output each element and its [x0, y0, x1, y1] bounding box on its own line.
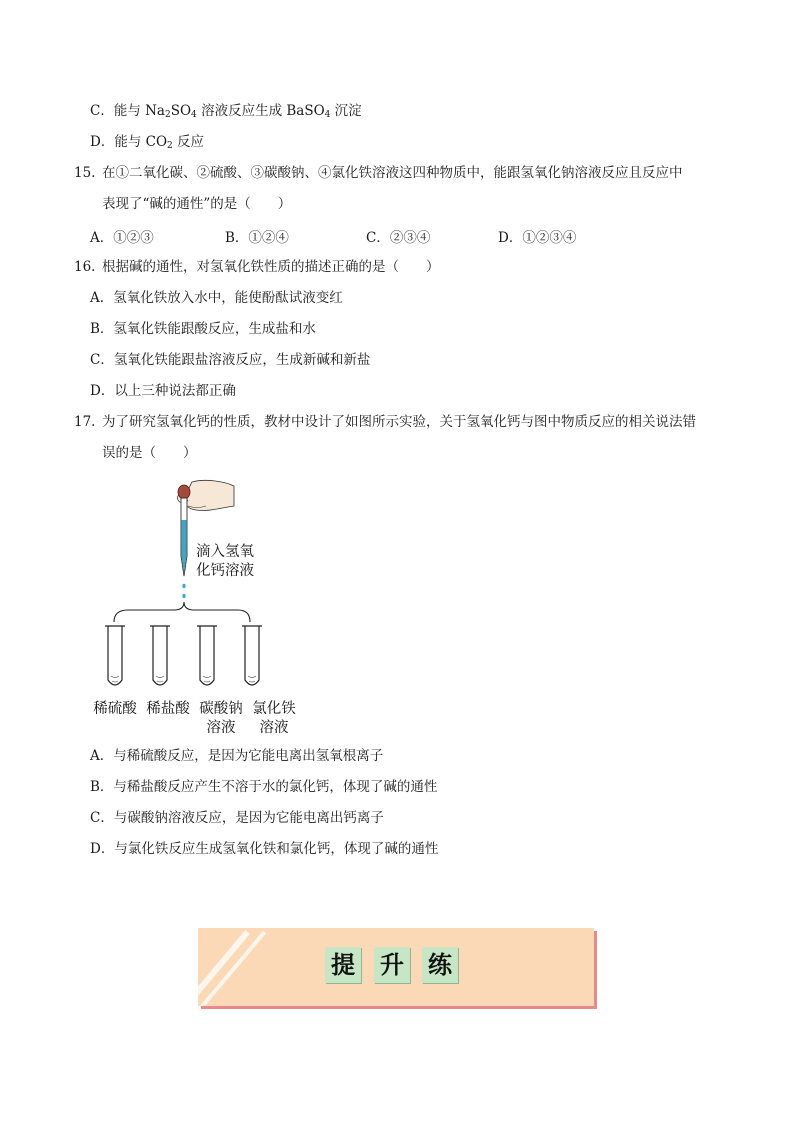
q17-option-c: C．与碳酸钠溶液反应，是因为它能电离出钙离子: [90, 810, 384, 826]
q14-option-c-text-2: SO: [170, 103, 192, 119]
q14-option-c-text-3: 溶液反应生成 BaSO: [196, 103, 325, 119]
tube-1-label: 稀硫酸: [93, 701, 137, 717]
drop: [182, 584, 185, 588]
q15-option-a: A．①②③: [90, 230, 154, 246]
q17-option-a: A．与稀硫酸反应，是因为它能电离出氢氧根离子: [90, 748, 384, 764]
q16-option-c: C．氢氧化铁能跟盐溶液反应，生成新碱和新盐: [90, 352, 371, 368]
q16-option-d: D．以上三种说法都正确: [90, 383, 236, 399]
q14-option-c-text-1: C．能与 Na: [90, 103, 165, 119]
q15-text-line2: 表现了“碱的通性”的是（ ）: [102, 196, 292, 212]
test-tube-1: [105, 626, 125, 685]
q14-option-d-text-1: D．能与 CO: [90, 134, 168, 150]
q15-text-line1: 在①二氧化碳、②硫酸、③碳酸钠、④氯化铁溶液这四种物质中，能跟氢氧化钠溶液反应且反应中: [102, 165, 683, 181]
banner-stripe: [198, 931, 266, 1006]
distribution-brace: [114, 602, 250, 622]
banner-char-3: 练: [422, 947, 458, 983]
q15-option-d: D．①②③④: [498, 230, 577, 246]
q14-option-d-text-2: 反应: [172, 134, 205, 150]
q16-text: 根据碱的通性，对氢氧化铁性质的描述正确的是（ ）: [102, 259, 440, 275]
q14-option-d: [90, 133, 204, 151]
test-tube-3: [197, 626, 217, 685]
q14-option-c-sub-2: 4: [191, 110, 197, 120]
q16-number: 16.: [74, 259, 96, 275]
q17-option-b: B．与稀盐酸反应产生不溶于水的氯化钙，体现了碱的通性: [90, 779, 438, 795]
tube-3-label-line1: 碳酸钠: [199, 701, 243, 717]
test-tube-2: [150, 626, 170, 685]
dropper-label-line1: 滴入氢氧: [196, 544, 254, 560]
q17-text-line1: 为了研究氢氧化钙的性质，教材中设计了如图所示实验，关于氢氧化钙与图中物质反应的相关说法错: [102, 414, 696, 430]
q14-option-c-sub-3: 4: [324, 110, 331, 120]
experiment-figure: [88, 476, 308, 738]
tube-2-label: 稀盐酸: [146, 701, 190, 717]
banner-char-1: 提: [325, 947, 361, 983]
q14-option-c-sub-1: 2: [164, 110, 171, 120]
q14-option-d-sub-1: 2: [167, 141, 173, 151]
dropper-label-line2: 化钙溶液: [196, 563, 254, 579]
q17-text-line2: 误的是（ ）: [102, 445, 197, 461]
q16-option-b: B．氢氧化铁能跟酸反应，生成盐和水: [90, 321, 316, 337]
section-banner: [198, 928, 594, 1006]
drop: [182, 594, 185, 598]
dropper-bulb: [178, 485, 190, 499]
q15-option-b: B．①②④: [225, 230, 289, 246]
banner-stripe: [198, 930, 250, 1006]
tube-4-label-line1: 氯化铁: [252, 701, 296, 717]
q17-option-d: D．与氯化铁反应生成氢氧化铁和氯化钙，体现了碱的通性: [90, 841, 439, 857]
tube-4-label-line2: 溶液: [259, 720, 289, 736]
q16-option-a: A．氢氧化铁放入水中，能使酚酞试液变红: [90, 290, 343, 306]
test-tube-4: [242, 626, 262, 685]
q14-option-c: [90, 102, 362, 120]
q15-options: [90, 226, 710, 244]
q15-number: 15.: [74, 165, 96, 181]
tube-3-label-line2: 溶液: [206, 720, 236, 736]
q14-option-c-text-4: 沉淀: [330, 103, 362, 119]
q17-number: 17.: [74, 414, 96, 430]
q15-option-c: C．②③④: [366, 230, 431, 246]
banner-char-2: 升: [374, 947, 410, 983]
